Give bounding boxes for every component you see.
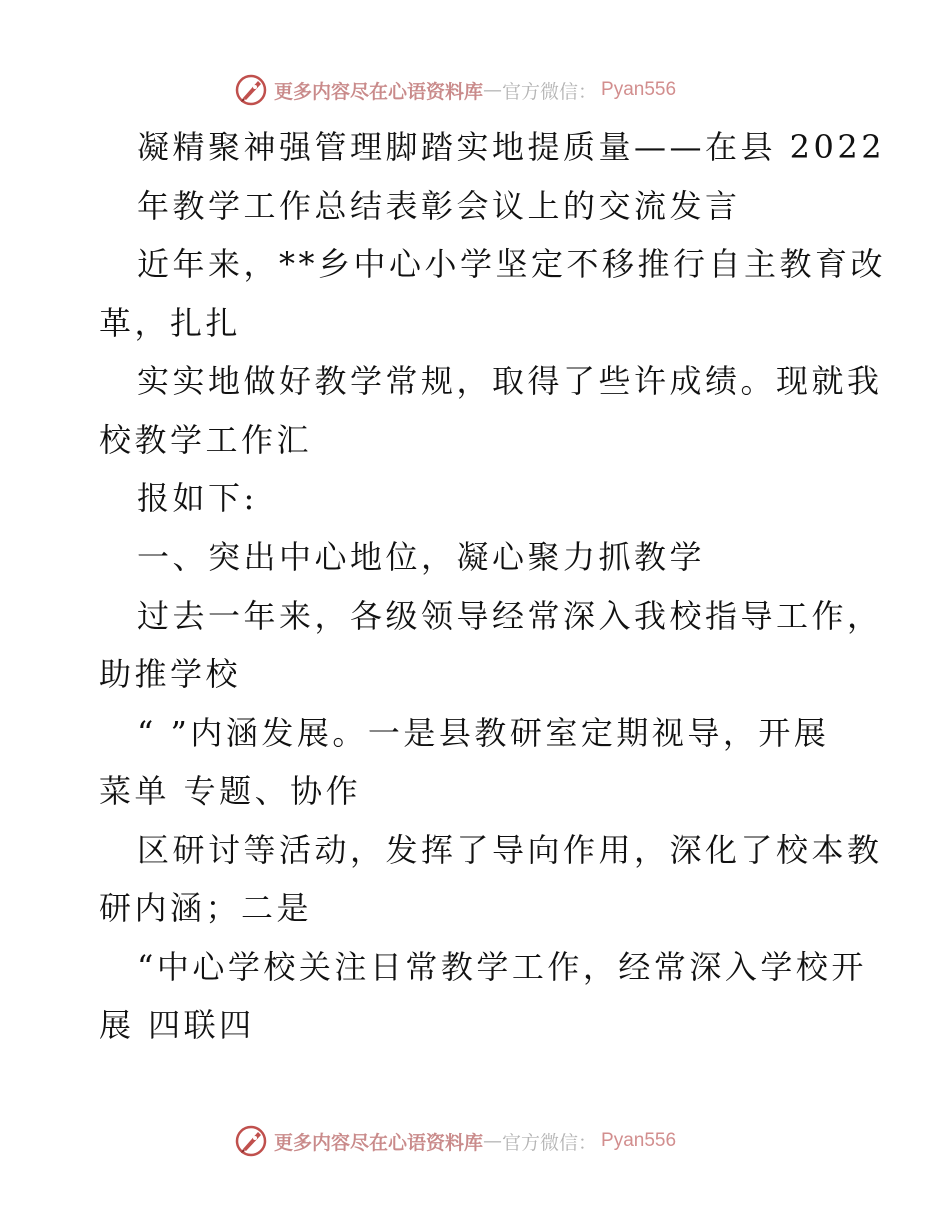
banner-main-text: 更多内容尽在心语资料库 — [274, 1131, 484, 1154]
document-title-line-1: 凝精聚神强管理脚踏实地提质量——在县 2022 — [137, 128, 886, 166]
body-line: 过去一年来，各级领导经常深入我校指导工作， — [137, 597, 883, 635]
body-line: 研内涵；二是 — [99, 889, 313, 927]
body-line: 区研讨等活动，发挥了导向作用，深化了校本教 — [137, 831, 883, 869]
banner-main-text: 更多内容尽在心语资料库 — [274, 80, 484, 103]
body-line: 实实地做好教学常规，取得了些许成绩。现就我 — [137, 362, 883, 400]
pen-nib-logo-icon — [234, 1124, 268, 1158]
banner-wechat-label: 官方微信： — [502, 1131, 598, 1154]
banner-wechat-id: Pyan556 — [601, 1130, 677, 1151]
body-line: “ ”内涵发展。一是县教研室定期视导，开展 — [137, 714, 830, 752]
body-line: 展 四联四 — [99, 1006, 255, 1044]
banner-separator: — — [483, 79, 503, 101]
body-line: 助推学校 — [99, 655, 242, 693]
body-line: 近年来，**乡中心小学坚定不移推行自主教育改 — [137, 245, 887, 283]
banner-separator: — — [483, 1130, 503, 1152]
footer-banner[interactable] — [234, 1123, 676, 1159]
body-line: “中心学校关注日常教学工作，经常深入学校开 — [137, 948, 867, 986]
body-line: 校教学工作汇 — [99, 421, 313, 459]
body-line: 革，扎扎 — [99, 304, 242, 342]
body-line: 菜单 专题、协作 — [99, 772, 362, 810]
pen-nib-logo-icon — [234, 73, 268, 107]
header-banner[interactable] — [234, 72, 676, 108]
banner-wechat-id: Pyan556 — [601, 79, 677, 100]
section-heading: 一、突出中心地位，凝心聚力抓教学 — [137, 538, 706, 576]
banner-wechat-label: 官方微信： — [502, 80, 598, 103]
body-line: 报如下: — [137, 479, 258, 517]
document-title-line-2: 年教学工作总结表彰会议上的交流发言 — [137, 187, 741, 225]
